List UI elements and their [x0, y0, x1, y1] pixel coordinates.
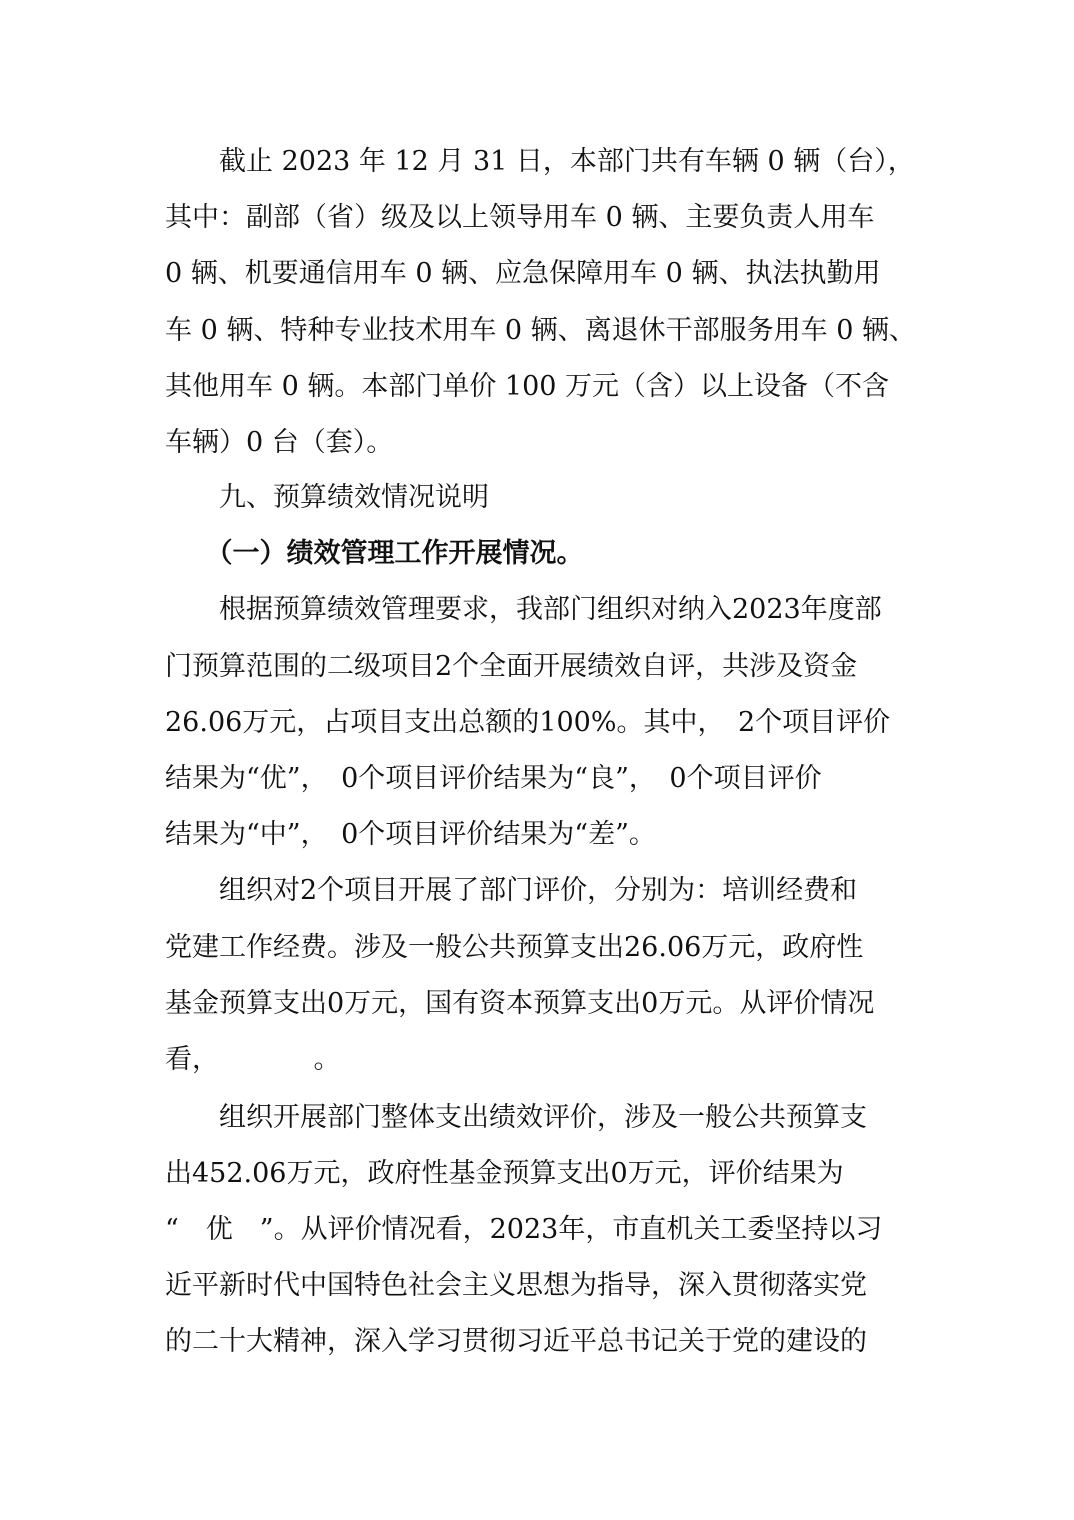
paragraph-line: 基金预算支出0万元，国有资本预算支出0万元。从评价情况 [165, 988, 875, 1019]
paragraph-line: 的二十大精神，深入学习贯彻习近平总书记关于党的建设的 [165, 1326, 867, 1357]
paragraph-line: 结果为“优”， 0个项目评价结果为“良”， 0个项目评价 [165, 763, 822, 794]
subsection-heading: （一）绩效管理工作开展情况。 [165, 538, 584, 569]
paragraph-line: 其中：副部（省）级及以上领导用车 0 辆、主要负责人用车 [165, 202, 875, 233]
paragraph-line: “ 优 ”。从评价情况看，2023年，市直机关工委坚持以习 [165, 1214, 883, 1245]
paragraph-line: 车辆）0 台（套）。 [165, 427, 394, 458]
paragraph-line: 其他用车 0 辆。本部门单价 100 万元（含）以上设备（不含 [165, 371, 890, 402]
paragraph-line: 截止 2023 年 12 月 31 日，本部门共有车辆 0 辆（台）， [165, 146, 915, 177]
section-heading: 九、预算绩效情况说明 [165, 482, 489, 513]
paragraph-line: 组织对2个项目开展了部门评价，分别为：培训经费和 [165, 875, 858, 906]
paragraph-line: 近平新时代中国特色社会主义思想为指导，深入贯彻落实党 [165, 1270, 867, 1301]
paragraph-line: 出452.06万元，政府性基金预算支出0万元，评价结果为 [165, 1158, 844, 1189]
paragraph-line: 结果为“中”， 0个项目评价结果为“差”。 [165, 819, 656, 850]
paragraph-line: 组织开展部门整体支出绩效评价，涉及一般公共预算支 [165, 1102, 867, 1133]
paragraph-line: 26.06万元，占项目支出总额的100%。其中， 2个项目评价 [165, 707, 891, 738]
paragraph-line: 车 0 辆、特种专业技术用车 0 辆、离退休干部服务用车 0 辆、 [165, 315, 917, 346]
paragraph-line: 0 辆、机要通信用车 0 辆、应急保障用车 0 辆、执法执勤用 [165, 258, 881, 289]
paragraph-line: 根据预算绩效管理要求，我部门组织对纳入2023年度部 [165, 594, 882, 625]
paragraph-line: 看， 。 [165, 1044, 341, 1075]
paragraph-line: 门预算范围的二级项目2个全面开展绩效自评，共涉及资金 [165, 651, 858, 682]
paragraph-line: 党建工作经费。涉及一般公共预算支出26.06万元，政府性 [165, 932, 864, 963]
